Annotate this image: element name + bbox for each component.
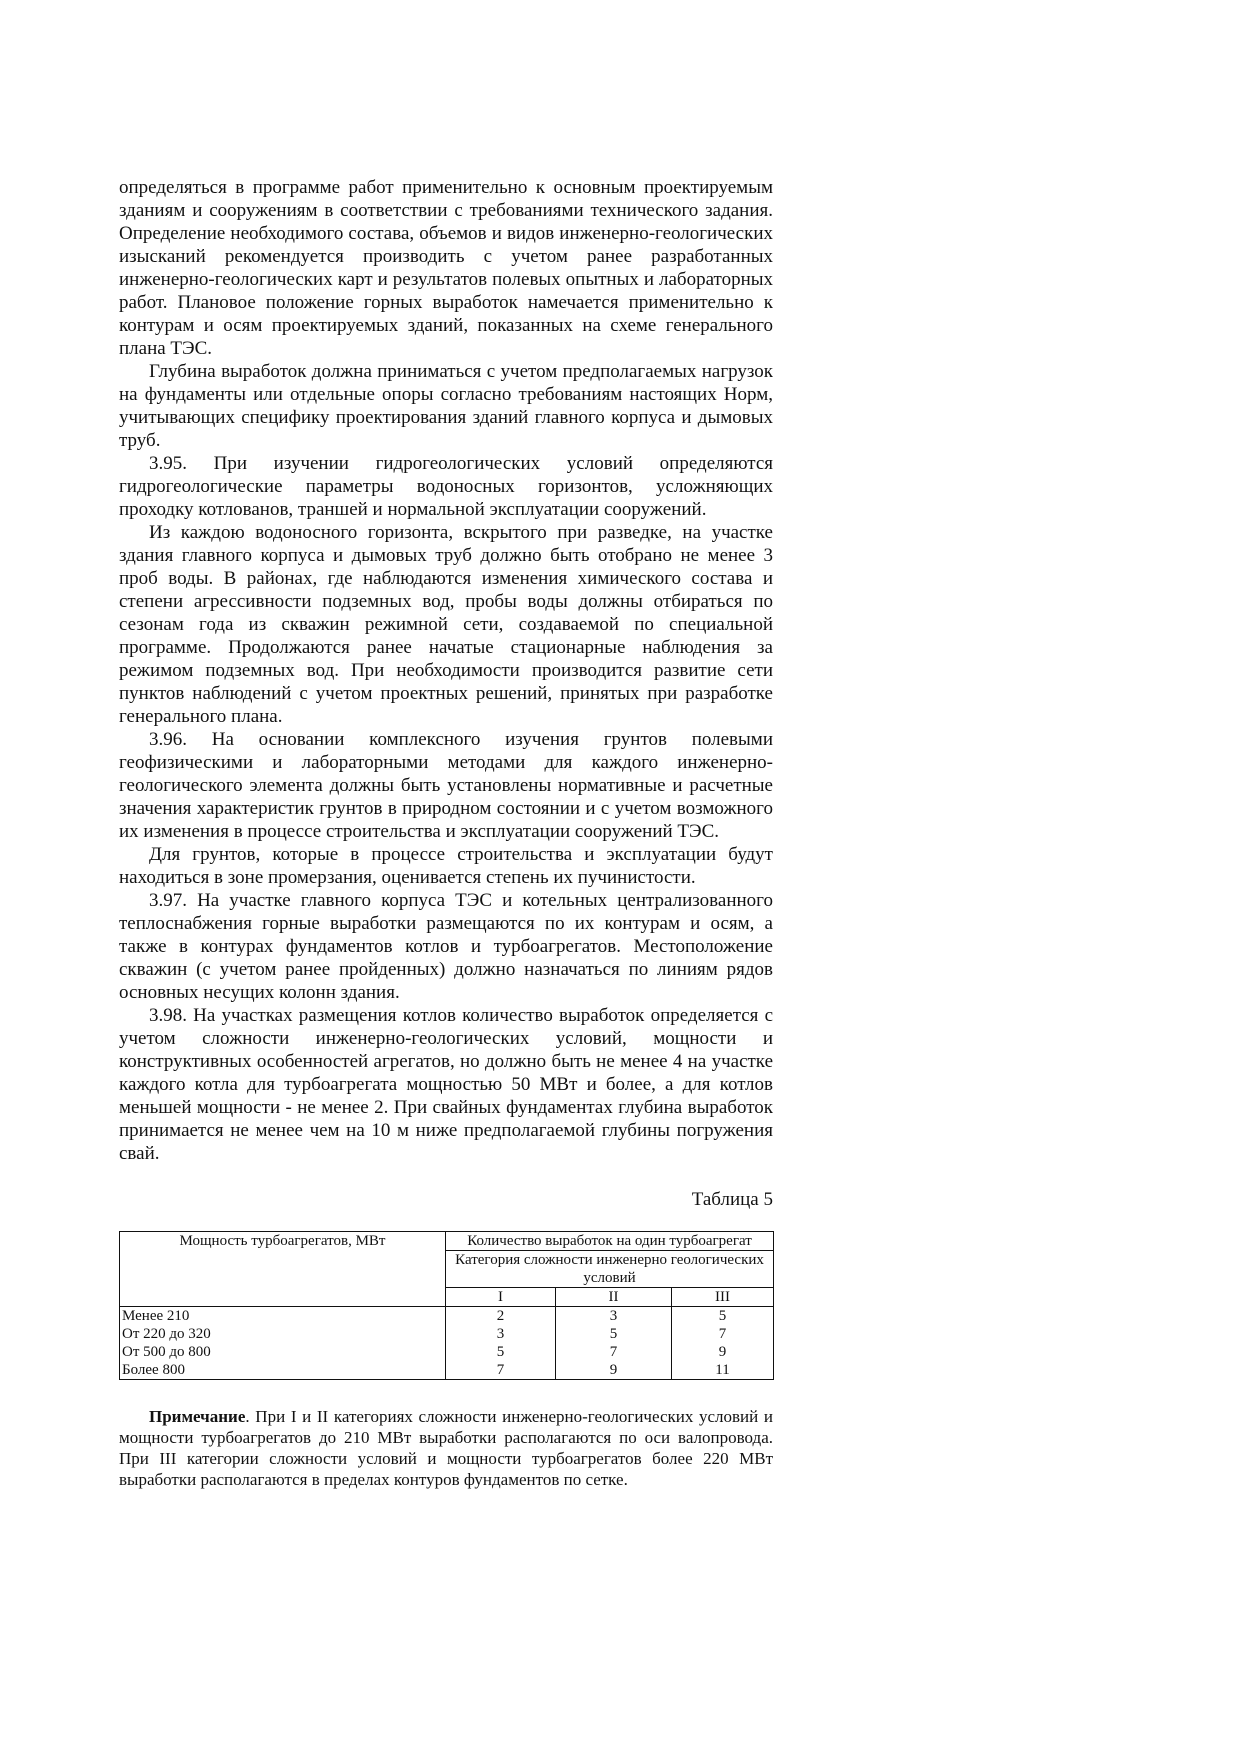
cell-value: 7: [672, 1325, 774, 1343]
paragraph: определяться в программе работ применительно к основным проектируемым зданиям и сооружениям в соответствии с требованиями технического задания. Определение необходимого состава, объемов и видов инженерно-геологических изысканий рекомендуется производить с учетом ранее разработанных инженерно-геологических карт и результатов полевых опытных и лабораторных работ. Плановое положение горных выработок намечается применительно к контурам и осям проектируемых зданий, показанных на схеме генерального плана ТЭС.: [119, 177, 773, 359]
paragraph: Из каждою водоносного горизонта, вскрытого при разведке, на участке здания главного корпуса и дымовых труб должно быть отобрано не менее 3 проб воды. В районах, где наблюдаются изменения химического состава и степени агрессивности подземных вод, пробы воды должны отбираться по сезонам года из скважин режимной сети, создаваемой по специальной программе. Продолжаются ранее начатые стационарные наблюдения за режимом подземных вод. При необходимости производится развитие сети пунктов наблюдений с учетом проектных решений, принятых при разработке генерального плана.: [119, 522, 773, 727]
cell-value: 11: [672, 1361, 774, 1380]
paragraph: Для грунтов, которые в процессе строительства и эксплуатации будут находиться в зоне промерзания, оценивается степень их пучинистости.: [119, 844, 773, 888]
row-label: От 500 до 800: [120, 1343, 446, 1361]
table-row: [120, 1325, 774, 1343]
cell-value: 3: [556, 1307, 672, 1326]
drilling-count-table: [119, 1231, 774, 1380]
paragraph-3-97: 3.97. На участке главного корпуса ТЭС и котельных централизованного теплоснабжения горные выработки размещаются по их контурам и осям, а также в контурах фундаментов котлов и турбоагрегатов. Местоположение скважин (с учетом ранее пройденных) должно назначаться по линиям рядов основных несущих колонн здания.: [119, 890, 773, 1003]
cell-value: 5: [556, 1325, 672, 1343]
paragraph-3-98: 3.98. На участках размещения котлов количество выработок определяется с учетом сложности инженерно-геологических условий, мощности и конструктивных особенностей агрегатов, но должно быть не менее 4 на участке каждого котла для турбоагрегата мощностью 50 МВт и более, а для котлов меньшей мощности - не менее 2. При свайных фундаментах глубина выработок принимается не менее чем на 10 м ниже предполагаемой глубины погружения свай.: [119, 1005, 773, 1164]
paragraph: Глубина выработок должна приниматься с учетом предполагаемых нагрузок на фундаменты или отдельные опоры согласно требованиям настоящих Норм, учитывающих специфику проектирования зданий главного корпуса и дымовых труб.: [119, 361, 773, 451]
row-label: Более 800: [120, 1361, 446, 1380]
paragraph-3-96: 3.96. На основании комплексного изучения грунтов полевыми геофизическими и лабораторными методами для каждого инженерно-геологического элемента должны быть установлены нормативные и расчетные значения характеристик грунтов в природном состоянии и с учетом возможного их изменения в процессе строительства и эксплуатации сооружений ТЭС.: [119, 729, 773, 842]
note-title: Примечание: [149, 1407, 246, 1426]
cell-value: 3: [446, 1325, 556, 1343]
body-text: [119, 176, 773, 1165]
cell-value: 5: [446, 1343, 556, 1361]
column-header-power: Мощность турбоагрегатов, МВт: [120, 1232, 446, 1307]
category-header: III: [672, 1288, 774, 1307]
cell-value: 9: [672, 1343, 774, 1361]
category-header: II: [556, 1288, 672, 1307]
row-label: Менее 210: [120, 1307, 446, 1326]
row-label: От 220 до 320: [120, 1325, 446, 1343]
cell-value: 7: [556, 1343, 672, 1361]
note-text: . При I и II категориях сложности инженерно-геологических условий и мощности турбоагрегатов до 210 МВт выработки располагаются по оси валопровода. При III категории сложности условий и мощности турбоагрегатов более 220 МВт выработки располагаются в пределах контуров фундаментов по сетке.: [119, 1407, 773, 1489]
cell-value: 2: [446, 1307, 556, 1326]
subgroup-header: Категория сложности инженерно геологических условий: [446, 1251, 774, 1288]
table-row: [120, 1361, 774, 1380]
category-header: I: [446, 1288, 556, 1307]
table-row: [120, 1343, 774, 1361]
paragraph-3-95: 3.95. При изучении гидрогеологических условий определяются гидрогеологические параметры водоносных горизонтов, усложняющих проходку котлованов, траншей и нормальной эксплуатации сооружений.: [119, 453, 773, 520]
document-page: [119, 176, 773, 1507]
table-row: [120, 1307, 774, 1326]
cell-value: 5: [672, 1307, 774, 1326]
cell-value: 9: [556, 1361, 672, 1380]
table-note: [119, 1406, 773, 1490]
cell-value: 7: [446, 1361, 556, 1380]
group-header: Количество выработок на один турбоагрегат: [446, 1232, 774, 1251]
table-caption: Таблица 5: [691, 1189, 773, 1210]
